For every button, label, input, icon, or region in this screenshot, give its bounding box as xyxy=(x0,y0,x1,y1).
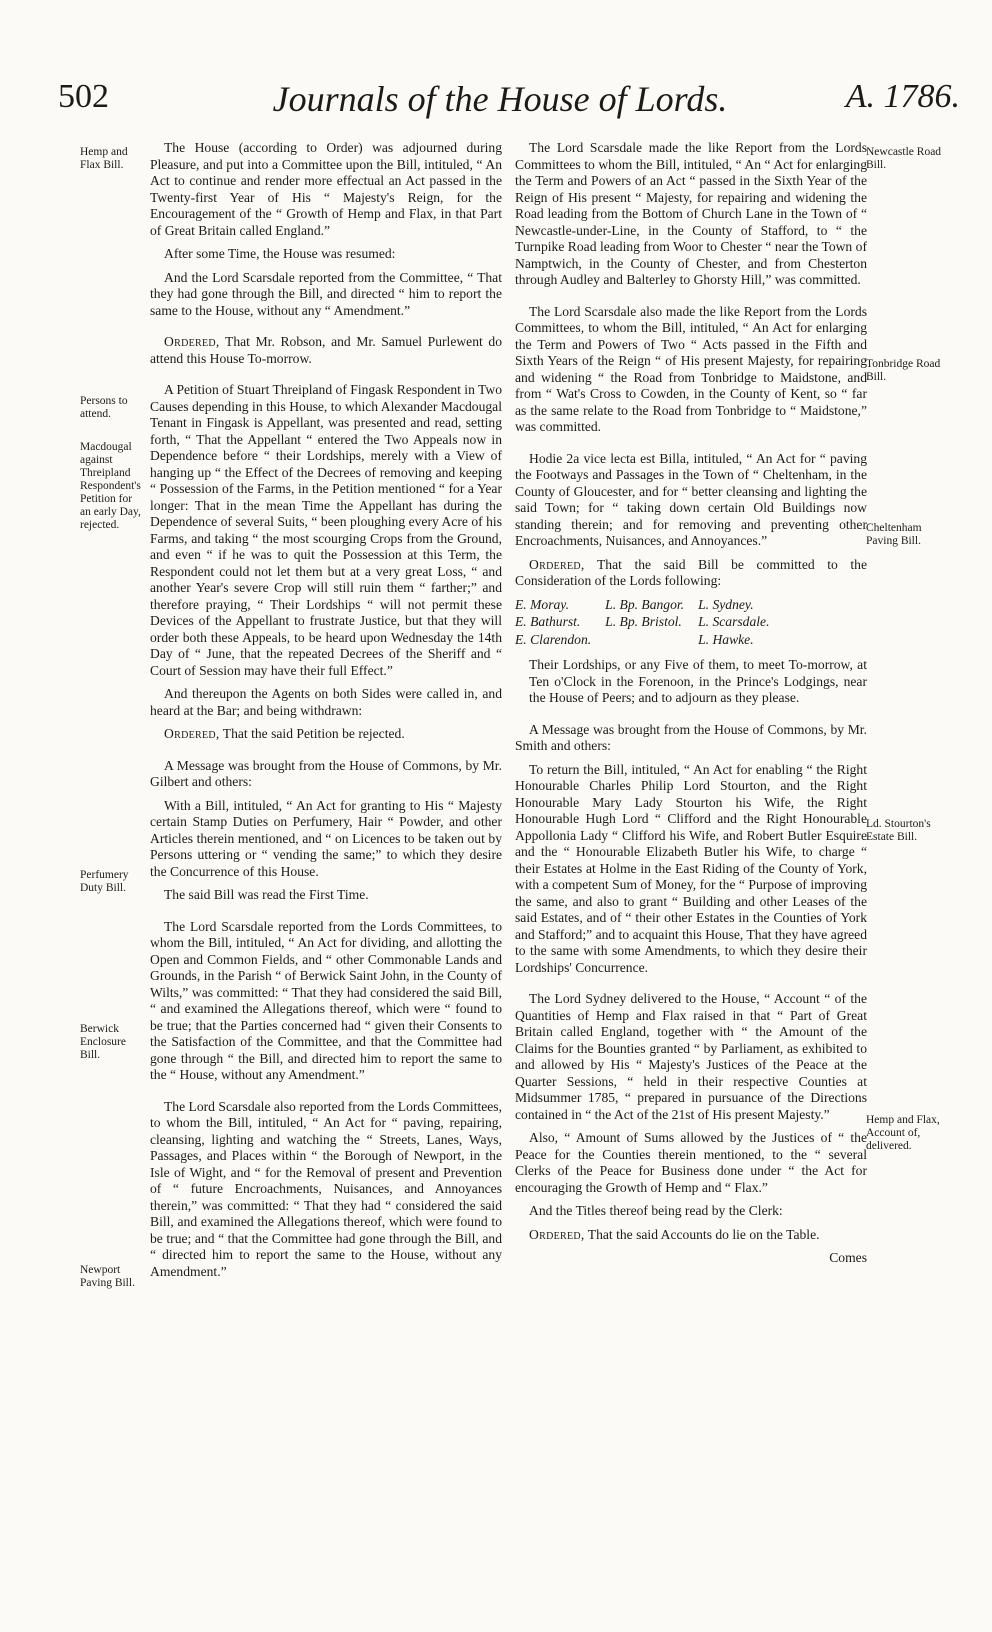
margin-note-berwick-enclosure-bill: Berwick Enclosure Bill. xyxy=(80,1023,126,1061)
lord-name: L. Sydney. xyxy=(698,596,754,612)
ordered-label: Ordered, xyxy=(529,1226,585,1242)
catchword: Comes xyxy=(829,1250,867,1265)
lord-name: L. Bp. Bristol. xyxy=(605,614,682,629)
lords-row xyxy=(515,597,783,615)
paragraph: Hodie 2a vice lecta est Billa, intituled, “ An Act for “ paving the Footways and Passages in the Town of “ Cheltenham, in the County of Gloucester, and for “ better cleansing and lighting the said Town; for “ taking down certain Old Buildings now standing therein; and for removing and preventing other Encroachments, Nuisances, and Annoyances.” xyxy=(515,450,867,548)
paragraph: A Message was brought from the House of Commons, by Mr. Gilbert and others: xyxy=(150,757,502,789)
paragraph: Their Lordships, or any Five of them, to meet To-morrow, at Ten o'Clock in the Forenoon, in the Prince's Lodgings, near the House of Peers; and to adjourn as they please. xyxy=(529,657,867,705)
margin-note-newport-paving-bill: Newport Paving Bill. xyxy=(80,1264,135,1289)
left-column xyxy=(150,140,502,1287)
committee-lords-table xyxy=(515,597,783,650)
paragraph: And the Lord Scarsdale reported from the Committee, “ That they had gone through the Bill, and directed “ him to report the same to the House, without any “ Amendment.” xyxy=(150,269,502,318)
order-paragraph xyxy=(150,726,502,743)
paragraph: And thereupon the Agents on both Sides were called in, and heard at the Bar; and being withdrawn: xyxy=(150,686,502,718)
order-paragraph xyxy=(515,1227,867,1244)
margin-note-perfumery-duty-bill: Perfumery Duty Bill. xyxy=(80,869,129,894)
order-text: That the said Bill be committed to the Consideration of the Lords following: xyxy=(515,556,867,588)
paragraph: And the Titles thereof being read by the Clerk: xyxy=(529,1203,783,1218)
margin-note-tonbridge-road-bill: Tonbridge Road Bill. xyxy=(866,358,941,383)
page-number: 502 xyxy=(58,78,109,115)
margin-note-stourton-estate-bill: Ld. Stourton's Estate Bill. xyxy=(866,818,931,843)
margin-note-macdougal-petition: Macdougal against Threipland Respondent's Petition for an early Day, rejected. xyxy=(80,441,141,531)
paragraph: A Message was brought from the House of Commons, by Mr. Smith and others: xyxy=(515,721,867,753)
paragraph: To return the Bill, intituled, “ An Act for enabling “ the Right Honourable Charles Philip Lord Stourton, and the Right Honourable Mary Lady Stourton his Wife, the Right Honourable Hugh Lord “ Clifford and the Right Honourable Appollonia Lady “ Clifford his Wife, and Robert Butler Esquire and the “ Honourable Elizabeth Butler his Wife, to charge “ their Estates at Holme in the East Riding of the County of York, with a competent Sum of Money, for the “ Purpose of improving the same, and also to grant “ Building and other Leases of the said Estates, and of “ their other Estates in the Counties of York and Stafford;” and to acquaint this House, That they have agreed to the same with some Amendments, to which they desire their Lordships' Concurrence. xyxy=(515,761,867,975)
order-text: That Mr. Robson, and Mr. Samuel Purlewent do attend this House To-morrow. xyxy=(150,334,503,366)
ordered-label: Ordered, xyxy=(164,334,220,349)
lord-name: E. Moray. xyxy=(515,596,569,612)
paragraph: The Lord Scarsdale made the like Report from the Lords Committees to whom the Bill, intituled, “ An “ Act for enlarging the Term and Powers of an Act “ passed in the Sixth Year of the Reign of His present “ Majesty, for repairing and widening the Road leading from the Bottom of Church Lane in the Town of “ Newcastle-under-Line, in the County of Stafford, to “ the Turnpike Road leading from Woor to Chester “ near the Town of Namptwich, in the County of Chester, and from Chesterton through Audley and Balterley to Ghorsty Hill,” was committed. xyxy=(515,140,867,287)
lord-name: L. Hawke. xyxy=(698,631,754,647)
paragraph: The House (according to Order) was adjourned during Pleasure, and put into a Committee upon the Bill, intituled, “ An Act to continue and render more effectual an Act passed in the Twenty-first Year of His “ Majesty's Reign, for the Encouragement of the “ Growth of Hemp and Flax, in that Part of Great Britain called England.” xyxy=(150,140,502,238)
order-paragraph xyxy=(150,334,502,367)
lords-row xyxy=(515,614,783,632)
lord-name: E. Bathurst. xyxy=(515,614,581,629)
order-text: That the said Petition be rejected. xyxy=(222,726,405,741)
paragraph: After some Time, the House was resumed: xyxy=(164,246,396,261)
margin-note-cheltenham-paving-bill: Cheltenham Paving Bill. xyxy=(866,522,922,547)
right-column xyxy=(515,140,867,1274)
margin-note-hemp-flax-account: Hemp and Flax, Account of, delivered. xyxy=(866,1114,940,1152)
journal-title: Journals of the House of Lords. xyxy=(272,79,728,119)
paragraph: The Lord Scarsdale also reported from the Lords Committees, to whom the Bill, intituled, “ An Act for “ paving, repairing, cleansing, lighting and watching the “ Streets, Lanes, Ways, Passages, and Places within “ the Borough of Newport, in the Isle of Wight, and “ for the Removal of present and Prevention of “ future Encroachments, Nuisances, and Annoyances therein,” was committed: “ That they had “ considered the said Bill, and examined the Allegations thereof, which were found to be true; and “ that the Committee had gone through the Bill, and “ directed him to report the same to the House, without any Amendment.” xyxy=(150,1098,502,1279)
lord-name: E. Clarendon. xyxy=(515,631,592,647)
margin-note-hemp-flax-bill: Hemp and Flax Bill. xyxy=(80,146,128,171)
lords-row xyxy=(515,632,783,650)
lord-name: L. Bp. Bangor. xyxy=(605,596,685,612)
page-year: A. 1786. xyxy=(845,78,960,115)
margin-note-persons-to-attend: Persons to attend. xyxy=(80,395,128,420)
lord-name: L. Scarsdale. xyxy=(698,614,770,629)
ordered-label: Ordered, xyxy=(529,556,585,572)
paragraph: Also, “ Amount of Sums allowed by the Justices of “ the Peace for the Counties therein mentioned, to the “ several Clerks of the Peace for Business done under “ the Act for encouraging the Growth of Hemp and “ Flax.” xyxy=(515,1130,867,1195)
paragraph: A Petition of Stuart Threipland of Fingask Respondent in Two Causes depending in this House, to which Alexander Macdougal Tenant in Fingask is Appellant, was presented and read, setting forth, “ That the Appellant “ entered the Two Appeals now in Dependence before “ their Lordships, merely with a View of hanging up “ the Effect of the Decrees of removing and keeping “ Possession of the Farms, in the Petition mentioned “ for a Year longer: That in the mean Time the Appellant has during the Dependence of several Suits, “ been ploughing every Acre of his Farms, and taking “ the most scourging Crops from the Ground, and even “ if he was to quit the Possession at this Term, the Respondent could not let them but at a very great Loss, “ and another Year's severe Crop will still ruin them “ farther;” and therefore praying, “ Their Lordships “ will not permit these Devices of the Appellant to frustrate Justice, but that they will order both these Appeals, to be heard upon Wednesday the 14th Day of “ June, that the repeated Decrees of the Sheriff and “ Court of Session may have their full Effect.” xyxy=(150,382,502,678)
paragraph: With a Bill, intituled, “ An Act for granting to His “ Majesty certain Stamp Duties on Perfumery, Hair “ Powder, and other Articles therein mentioned, and “ on Licences to be taken out by Persons uttering or “ vending the same;” to which they desire the Concurrence of this House. xyxy=(150,797,502,879)
ordered-label: Ordered, xyxy=(164,726,220,741)
margin-note-newcastle-road-bill: Newcastle Road Bill. xyxy=(866,146,942,171)
paragraph: The said Bill was read the First Time. xyxy=(164,887,369,902)
page-header xyxy=(40,78,960,126)
order-text: That the said Accounts do lie on the Table. xyxy=(587,1226,820,1242)
paragraph: The Lord Scarsdale also made the like Report from the Lords Committees, to whom the Bill, intituled, “ An Act for enlarging the Term and Powers of Two “ Acts passed in the Fifth and Sixth Years of the Reign “ of His present Majesty, for repairing and widening “ the Road from Tonbridge to Maidstone, and from “ Wat's Cross to Cowden, in the County of Kent, so “ far as the same relate to the Road from Tonbridge to “ Maidstone,” was committed. xyxy=(515,303,867,434)
lord-name xyxy=(605,632,698,650)
paragraph: The Lord Sydney delivered to the House, “ Account “ of the Quantities of Hemp and Flax raised in that “ Part of Great Britain called England, together with “ the Amount of the Claims for the Bounties granted “ by Parliament, as exhibited to and allowed by His “ Majesty's Justices of the Peace at the Quarter Sessions, “ held in their respective Counties at Midsummer 1785, “ prepared in pursuance of the Directions contained in “ the Act of the 21st of His present Majesty.” xyxy=(515,991,867,1122)
paragraph: The Lord Scarsdale reported from the Lords Committees, to whom the Bill, intituled, “ An Act for dividing, and allotting the Open and Common Fields, and “ other Commonable Lands and Grounds, in the Parish “ of Berwick Saint John, in the County of Wilts,” was committed: “ That they had considered the said Bill, “ and examined the Allegations thereof, which were “ found to be true; that the Parties concerned had “ given their Consents to the Satisfaction of the Committee, and that the Committee had gone through “ the Bill, and directed him to report the same to the “ House, without any Amendment.” xyxy=(150,918,502,1082)
order-paragraph xyxy=(515,557,867,590)
